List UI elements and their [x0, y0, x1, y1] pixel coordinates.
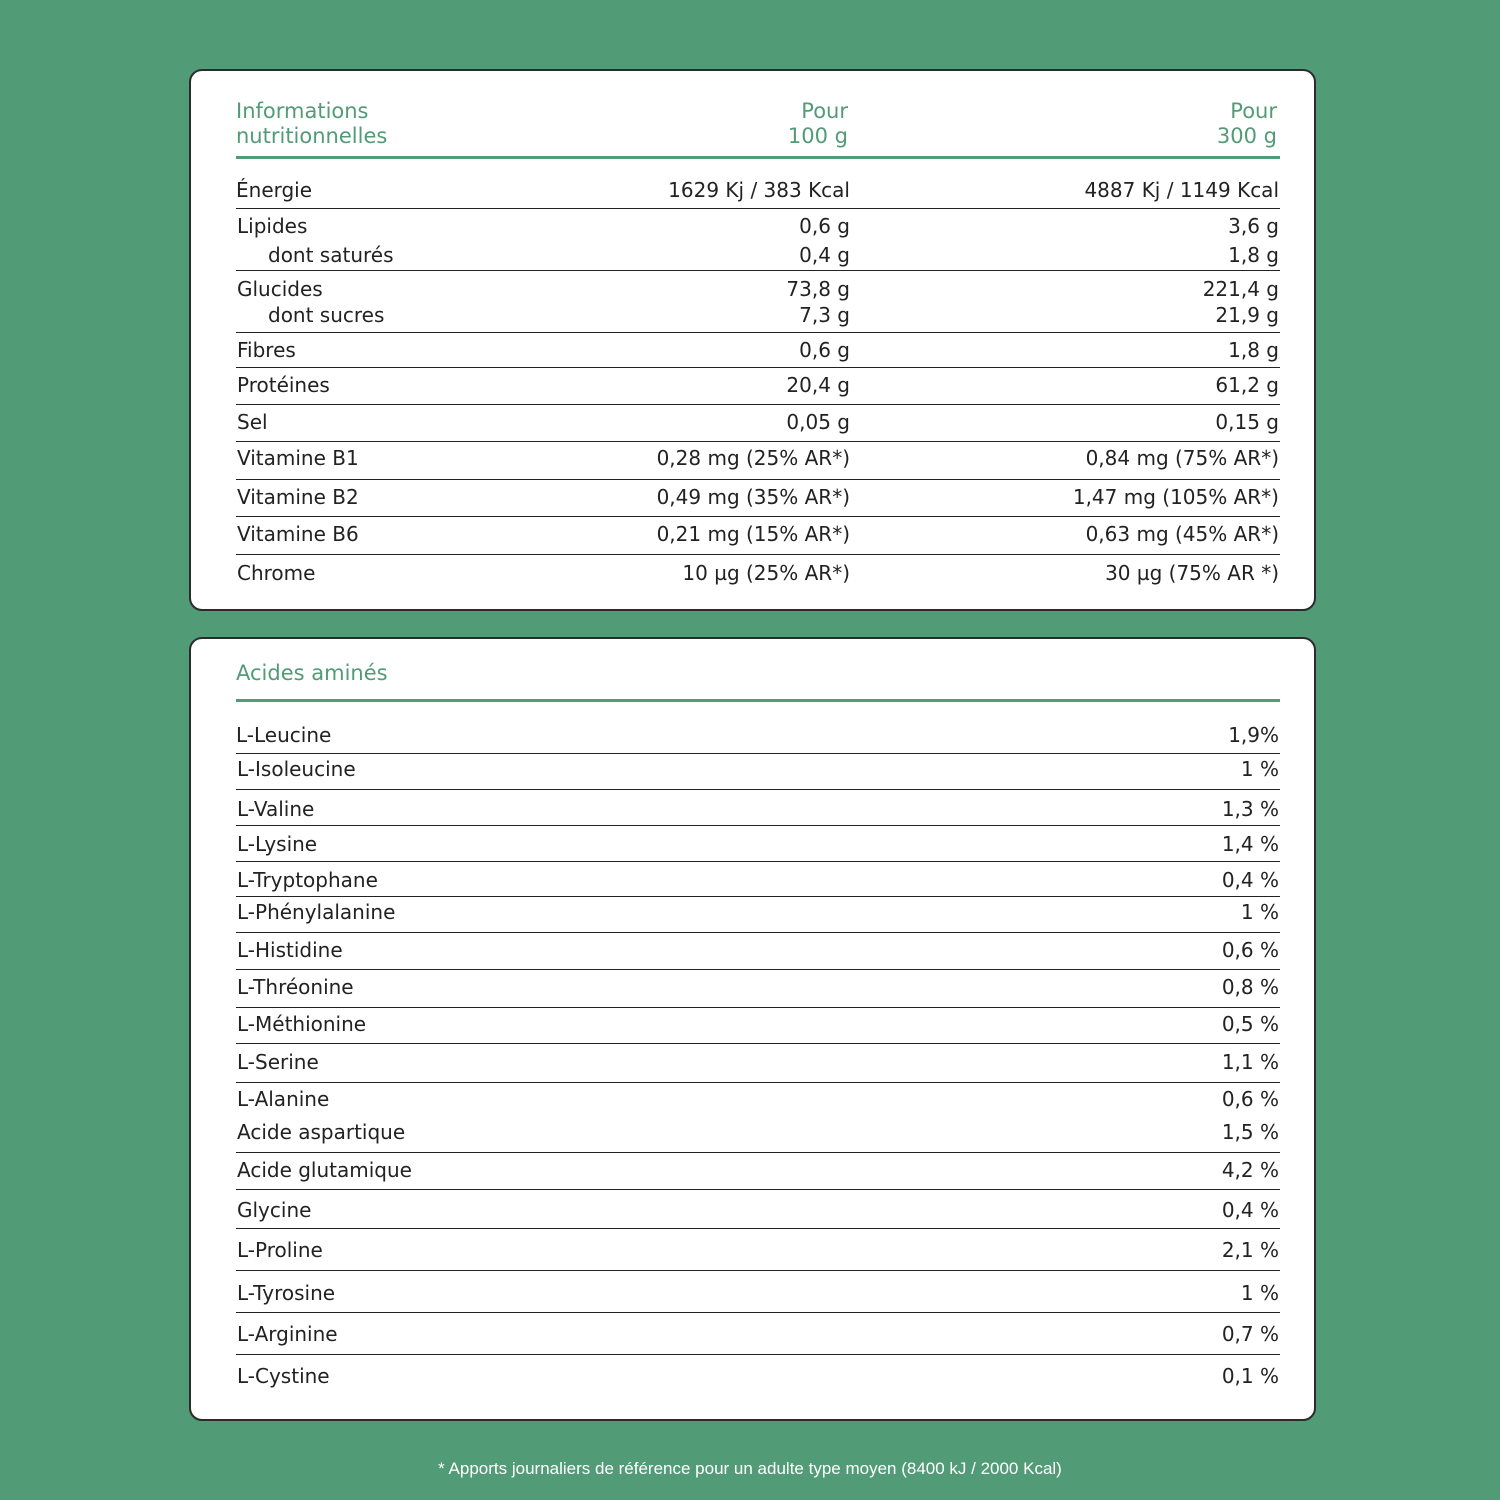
table-row [236, 790, 1280, 826]
amino-label: Glycine [237, 1198, 312, 1222]
nutrition-table-card [189, 69, 1316, 611]
nutrient-sublabel: dont saturés [268, 243, 394, 267]
column-header-100g [788, 99, 848, 149]
nutrient-label: Protéines [237, 373, 330, 397]
nutrition-title-line2: nutritionnelles [236, 124, 388, 148]
amino-value: 0,5 % [1221, 1012, 1279, 1036]
nutrient-value-100g: 10 µg (25% AR*) [682, 561, 850, 585]
column-header-300g-line2: 300 g [1216, 124, 1277, 148]
amino-value: 1,5 % [1221, 1120, 1279, 1144]
table-row [236, 718, 1280, 754]
nutrient-value-100g: 1629 Kj / 383 Kcal [668, 178, 850, 202]
amino-value: 1,4 % [1221, 832, 1279, 856]
amino-label: L-Méthionine [237, 1012, 367, 1036]
column-header-300g [1217, 99, 1277, 149]
table-row [236, 754, 1280, 790]
table-row [236, 1271, 1280, 1313]
table-row [236, 826, 1280, 862]
amino-value: 0,4 % [1221, 1198, 1279, 1222]
amino-value: 1,9% [1228, 723, 1279, 747]
amino-value: 0,6 % [1221, 938, 1279, 962]
nutrient-value-100g: 0,05 g [786, 410, 850, 434]
table-row [236, 970, 1280, 1008]
amino-value: 0,6 % [1221, 1087, 1279, 1111]
nutrient-value-100g: 0,4 g [799, 243, 850, 267]
nutrient-label: Lipides [237, 214, 308, 238]
column-header-300g-line1: Pour [1230, 99, 1277, 123]
nutrient-value-100g: 73,8 g [786, 277, 850, 301]
table-row [236, 368, 1280, 405]
column-header-100g-line2: 100 g [787, 124, 848, 148]
amino-value: 0,4 % [1221, 868, 1279, 892]
amino-label: L-Valine [237, 797, 315, 821]
table-row [236, 333, 1280, 368]
table-row [236, 1008, 1280, 1044]
table-row [236, 480, 1280, 517]
amino-label: L-Arginine [237, 1322, 338, 1346]
nutrient-sublabel: dont sucres [268, 303, 385, 327]
table-row [236, 1153, 1280, 1190]
nutrient-value-300g: 30 µg (75% AR *) [1105, 561, 1279, 585]
nutrient-value-300g: 1,8 g [1228, 338, 1279, 362]
nutrient-value-300g: 221,4 g [1202, 277, 1279, 301]
table-row [236, 1083, 1280, 1153]
nutrient-label: Sel [237, 410, 268, 434]
footnote: * Apports journaliers de référence pour un adulte type moyen (8400 kJ / 2000 Kcal) [438, 1459, 1062, 1478]
amino-label: L-Thréonine [237, 975, 354, 999]
nutrient-value-300g: 0,15 g [1215, 410, 1279, 434]
nutrient-value-300g: 1,47 mg (105% AR*) [1072, 485, 1279, 509]
amino-value: 2,1 % [1221, 1238, 1279, 1262]
amino-label: L-Proline [237, 1238, 323, 1262]
nutrient-value-300g: 61,2 g [1215, 373, 1279, 397]
nutrient-label: Fibres [237, 338, 296, 362]
table-row [236, 897, 1280, 933]
nutrient-value-300g: 4887 Kj / 1149 Kcal [1084, 178, 1279, 202]
amino-value: 4,2 % [1221, 1158, 1279, 1182]
nutrient-label: Énergie [236, 178, 313, 202]
amino-value: 1,3 % [1221, 797, 1279, 821]
table-row [236, 1044, 1280, 1083]
amino-label: L-Alanine [237, 1087, 330, 1111]
nutrient-value-300g: 0,63 mg (45% AR*) [1085, 522, 1279, 546]
nutrient-value-100g: 0,6 g [799, 338, 850, 362]
nutrient-label: Vitamine B2 [237, 485, 359, 509]
table-row [236, 555, 1280, 591]
nutrient-value-300g: 0,84 mg (75% AR*) [1085, 446, 1279, 470]
table-row [236, 442, 1280, 480]
nutrient-value-100g: 0,49 mg (35% AR*) [656, 485, 850, 509]
amino-label: L-Leucine [236, 723, 332, 747]
amino-value: 0,1 % [1221, 1364, 1279, 1388]
table-row [236, 862, 1280, 897]
table-row [236, 517, 1280, 555]
nutrient-value-100g: 0,21 mg (15% AR*) [656, 522, 850, 546]
nutrient-label: Vitamine B1 [237, 446, 359, 470]
nutrient-value-300g: 1,8 g [1228, 243, 1279, 267]
amino-header-divider [236, 699, 1280, 702]
amino-acids-card [189, 637, 1316, 1421]
nutrient-value-100g: 7,3 g [799, 303, 850, 327]
table-row [236, 1229, 1280, 1271]
table-row [236, 271, 1280, 333]
amino-value: 0,7 % [1221, 1322, 1279, 1346]
table-row [236, 1313, 1280, 1355]
table-row [236, 405, 1280, 442]
amino-acids-title: Acides aminés [236, 661, 388, 685]
nutrient-label: Chrome [237, 561, 316, 585]
nutrition-header-divider [236, 156, 1280, 159]
amino-label: L-Histidine [237, 938, 343, 962]
table-row [236, 209, 1280, 271]
amino-label: L-Cystine [237, 1364, 330, 1388]
amino-value: 1 % [1240, 900, 1279, 924]
amino-label: L-Tryptophane [237, 868, 378, 892]
nutrition-title-line1: Informations [236, 99, 369, 123]
nutrient-value-300g: 3,6 g [1228, 214, 1279, 238]
nutrient-value-100g: 0,28 mg (25% AR*) [656, 446, 850, 470]
amino-label: L-Isoleucine [237, 757, 356, 781]
amino-label: L-Phénylalanine [237, 900, 396, 924]
amino-value: 1 % [1240, 1281, 1279, 1305]
table-row [236, 175, 1280, 209]
amino-label: L-Lysine [237, 832, 318, 856]
table-row [236, 1355, 1280, 1397]
table-row [236, 933, 1280, 970]
nutrient-value-100g: 20,4 g [786, 373, 850, 397]
nutrient-label: Vitamine B6 [237, 522, 359, 546]
nutrition-header-title [236, 99, 387, 149]
amino-value: 1,1 % [1221, 1050, 1279, 1074]
amino-label: Acide glutamique [237, 1158, 412, 1182]
nutrient-value-100g: 0,6 g [799, 214, 850, 238]
amino-value: 1 % [1240, 757, 1279, 781]
nutrient-label: Glucides [237, 277, 323, 301]
column-header-100g-line1: Pour [801, 99, 848, 123]
amino-label: L-Serine [237, 1050, 319, 1074]
amino-label: L-Tyrosine [237, 1281, 336, 1305]
table-row [236, 1190, 1280, 1229]
nutrient-value-300g: 21,9 g [1215, 303, 1279, 327]
amino-value: 0,8 % [1221, 975, 1279, 999]
amino-label: Acide aspartique [237, 1120, 406, 1144]
